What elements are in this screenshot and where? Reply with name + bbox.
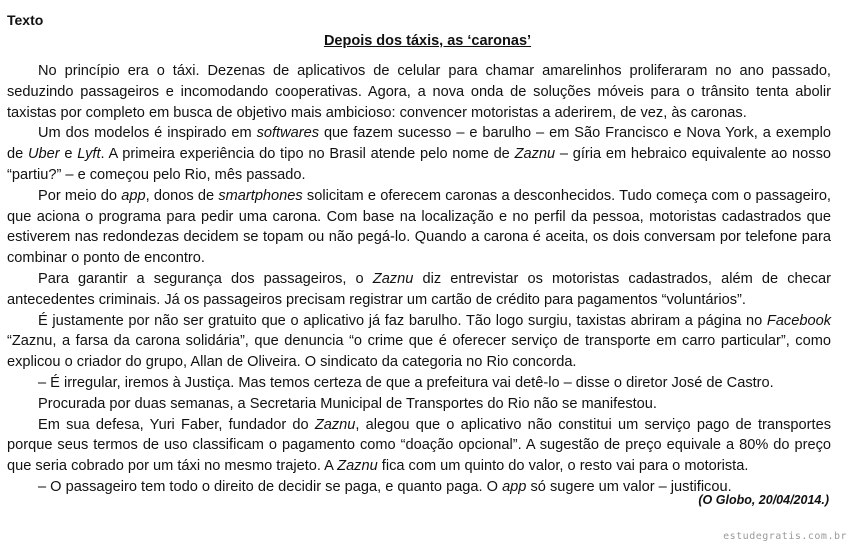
text-run: Procurada por duas semanas, a Secretaria Municipal de Transportes do Rio não se manifestou. [38, 395, 657, 412]
text-run: Para garantir a segurança dos passageiros, o [38, 270, 373, 287]
italic-term: app [502, 478, 527, 495]
text-run: Um dos modelos é inspirado em [38, 125, 257, 142]
text-run: Por meio do [38, 187, 122, 204]
site-watermark: estudegratis.com.br [723, 531, 847, 542]
paragraph [7, 311, 831, 373]
italic-term: Zaznu [372, 270, 414, 287]
text-run: solicitam e oferecem caronas a desconhecidos. Tudo começa com o passageiro, que aciona o programa para pedir uma carona. Com base na localização e no perfil da pessoa, motoristas cadastrados que estiverem nas redondezas decidem se topam ou não pegá-lo. Quando a carona é aceita, os dois conversam por telefone para combinar o ponto de encontro. [7, 187, 831, 267]
italic-term: Zaznu [314, 416, 356, 433]
text-run: que fazem sucesso – e barulho – em São Francisco e Nova York, a exemplo de [7, 125, 831, 163]
italic-term: smartphones [218, 187, 303, 204]
source-citation: (O Globo, 20/04/2014.) [698, 493, 829, 507]
paragraph [7, 415, 831, 477]
text-run: “Zaznu, a farsa da carona solidária”, que denuncia “o crime que é oferecer serviço de transporte em carro particular”, como explicou o criador do grupo, Allan de Oliveira. O sindicato da categoria no Rio concorda. [7, 333, 831, 371]
text-run: só sugere um valor – justificou. [526, 478, 732, 495]
paragraph [7, 269, 831, 311]
text-run: , alegou que o aplicativo não constitui um serviço pago de transportes porque seus termos de uso classificam o pagamento como “doação opcional”. A sugestão de preço equivale a 80% do preço que seria cobrado por um táxi no mesmo trajeto. A [7, 416, 831, 475]
text-run: – gíria em hebraico equivalente ao nosso “partiu?” – e começou pelo Rio, mês passado. [7, 146, 831, 183]
paragraph [7, 186, 831, 269]
text-run: diz entrevistar os motoristas cadastrados, além de checar antecedentes criminais. Já os passageiros precisam registrar um cartão de crédito para pagamentos “voluntários”. [7, 270, 831, 308]
italic-term: Zaznu [337, 458, 378, 475]
text-run: Em sua defesa, Yuri Faber, fundador do [38, 416, 315, 433]
italic-term: app [121, 187, 146, 204]
paragraph [7, 123, 831, 185]
paragraph [7, 61, 831, 123]
italic-term: softwares [256, 125, 320, 142]
italic-term: Facebook [766, 312, 831, 329]
text-run: É justamente por não ser gratuito que o aplicativo já faz barulho. Tão logo surgiu, taxistas abriram a página no [38, 312, 767, 329]
text-run: fica com um quinto do valor, o resto vai para o motorista. [377, 458, 749, 475]
text-run: e [59, 146, 78, 163]
article-body [7, 61, 831, 498]
section-label: Texto [7, 12, 44, 28]
text-run: No princípio era o táxi. Dezenas de aplicativos de celular para chamar amarelinhos proliferaram no ano passado, seduzindo passageiros e incomodando cooperativas. Agora, a nova onda de soluções móveis para o trânsito tenta abolir taxistas por completo em busca de objetivo mais ambicioso: convencer motoristas a aderirem, de vez, às caronas. [7, 63, 831, 121]
paragraph [7, 373, 831, 394]
italic-term: Lyft [77, 146, 101, 163]
text-run: – O passageiro tem todo o direito de decidir se paga, e quanto paga. O [38, 478, 503, 495]
italic-term: Zaznu [514, 146, 556, 163]
paragraph [7, 394, 831, 415]
text-run: – É irregular, iremos à Justiça. Mas temos certeza de que a prefeitura vai detê-lo – disse o diretor José de Castro. [38, 374, 774, 391]
italic-term: Uber [28, 146, 60, 163]
text-run: . A primeira experiência do tipo no Brasil atende pelo nome de [100, 146, 515, 163]
article-title: Depois dos táxis, as ‘caronas’ [323, 33, 532, 49]
text-run: , donos de [145, 187, 219, 204]
